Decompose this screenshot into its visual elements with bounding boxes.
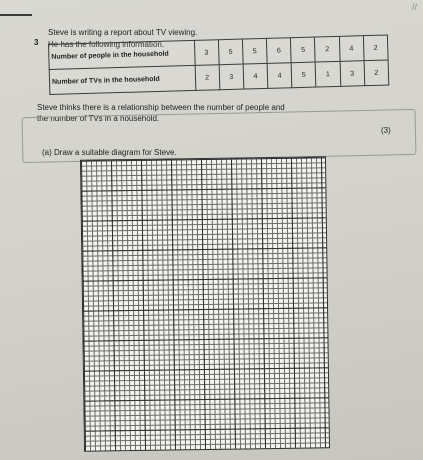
table-cell: 6 [267, 38, 292, 64]
marks-label: (3) [381, 126, 391, 135]
table-cell: 5 [218, 39, 243, 65]
intro-line-2: He has the following information. [48, 40, 165, 49]
table-cell: 3 [219, 64, 244, 90]
table-cell: 4 [267, 63, 292, 89]
table-cell: 2 [315, 36, 340, 62]
table-cell: 1 [316, 61, 341, 87]
table-cell: 4 [339, 36, 364, 62]
table-cell: 5 [242, 38, 267, 64]
table-cell: 3 [194, 40, 219, 66]
table-cell: 5 [291, 62, 316, 88]
table-cell: 2 [363, 35, 388, 61]
top-rule [0, 14, 32, 16]
table-cell: 2 [364, 60, 389, 86]
claim-line-1: Steve thinks there is a relationship between the number of people and [37, 103, 285, 112]
part-a-label: (a) Draw a suitable diagram for Steve. [42, 148, 177, 157]
table-cell: 2 [195, 65, 220, 91]
row-header: Number of TVs in the household [49, 65, 195, 94]
claim-line-2: the number of TVs in a household. [37, 114, 160, 123]
intro-line-1: Steve is writing a report about TV viewing. [48, 28, 198, 37]
table-cell: 4 [243, 63, 268, 89]
row-header: Number of people in the household [49, 40, 195, 69]
table-cell: 5 [291, 37, 316, 63]
corner-mark: // [411, 2, 417, 12]
table-cell: 3 [340, 61, 365, 87]
data-table [48, 35, 389, 95]
graph-paper[interactable] [80, 156, 330, 451]
question-number: 3 [34, 38, 39, 47]
